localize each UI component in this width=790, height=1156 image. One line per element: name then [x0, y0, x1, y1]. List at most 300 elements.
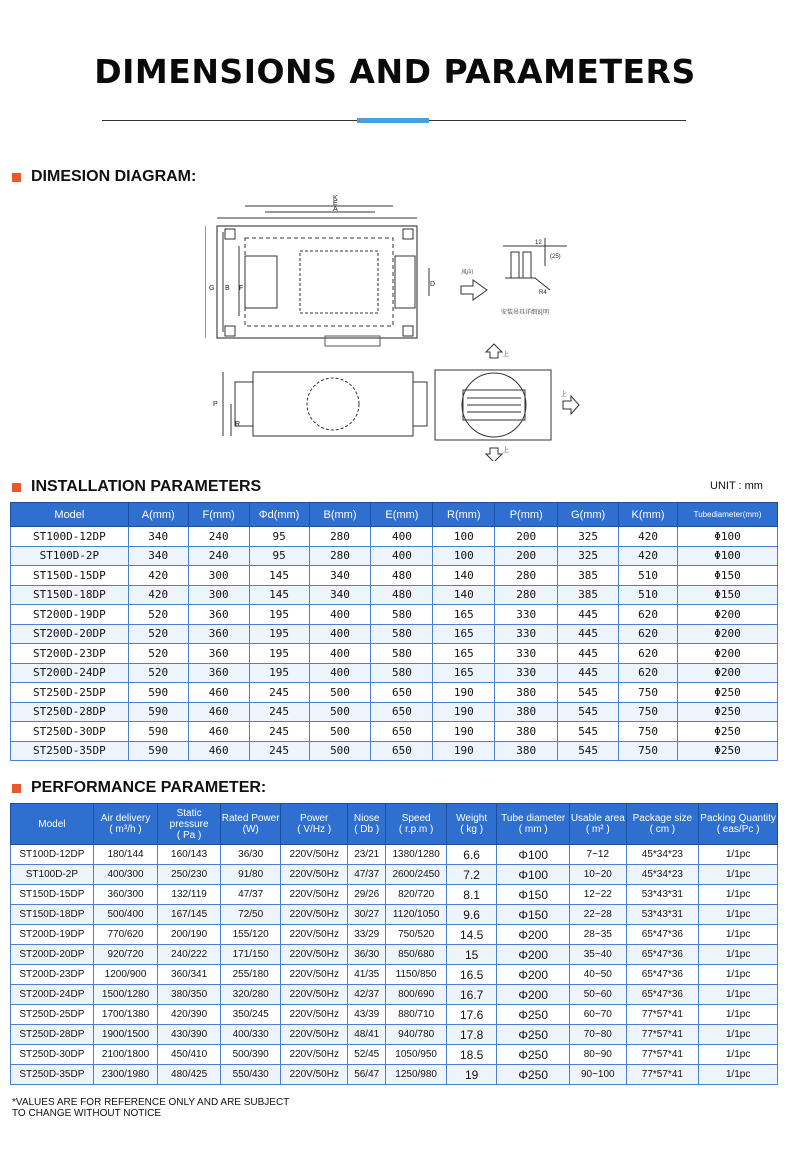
performance-row	[11, 985, 778, 1005]
performance-header-cell	[386, 804, 447, 845]
performance-cell: 77*57*41	[626, 1065, 699, 1085]
performance-cell: 40~50	[570, 965, 627, 985]
installation-cell: 480	[371, 585, 433, 605]
performance-cell: 255/180	[220, 965, 281, 985]
installation-cell: 325	[558, 546, 619, 566]
performance-cell: 800/690	[386, 985, 447, 1005]
performance-header-name: Power	[300, 813, 329, 824]
performance-cell: 91/80	[220, 865, 281, 885]
installation-cell: 195	[249, 605, 309, 625]
installation-cell: ST200D-23DP	[11, 644, 129, 664]
installation-cell: 520	[128, 644, 188, 664]
dim-label-12: 12	[535, 240, 542, 246]
installation-header-cell: K(mm)	[619, 503, 678, 527]
performance-header-cell	[446, 804, 496, 845]
installation-cell: 460	[188, 741, 249, 761]
performance-cell: 820/720	[386, 885, 447, 905]
diagram-section-heading	[12, 168, 196, 186]
installation-cell: 195	[249, 644, 309, 664]
performance-cell: 160/143	[158, 845, 221, 865]
installation-header-cell: Model	[11, 503, 129, 527]
installation-cell: 165	[433, 644, 495, 664]
performance-cell: 77*57*41	[626, 1005, 699, 1025]
performance-cell: 750/520	[386, 925, 447, 945]
installation-cell: Φ250	[678, 702, 778, 722]
installation-cell: 330	[495, 663, 558, 683]
performance-cell: 23/21	[348, 845, 386, 865]
installation-cell: 650	[371, 683, 433, 703]
performance-cell: 48/41	[348, 1025, 386, 1045]
installation-cell: 545	[558, 722, 619, 742]
performance-cell: 1120/1050	[386, 905, 447, 925]
section-bullet-icon	[12, 173, 21, 182]
installation-cell: 190	[433, 702, 495, 722]
performance-cell: ST100D-12DP	[11, 845, 94, 865]
performance-header-cell	[570, 804, 627, 845]
performance-cell: Φ200	[497, 925, 570, 945]
performance-cell: 220V/50Hz	[281, 1045, 348, 1065]
up-label-top: 上	[503, 352, 510, 358]
performance-cell: 550/430	[220, 1065, 281, 1085]
installation-cell: 580	[371, 624, 433, 644]
performance-header-name: Static pressure	[169, 807, 209, 830]
installation-cell: 580	[371, 663, 433, 683]
performance-cell: 56/47	[348, 1065, 386, 1085]
performance-cell: 220V/50Hz	[281, 1065, 348, 1085]
installation-row	[11, 566, 778, 586]
performance-cell: 450/410	[158, 1045, 221, 1065]
performance-cell: 65*47*36	[626, 965, 699, 985]
installation-cell: 420	[128, 566, 188, 586]
installation-cell: 330	[495, 644, 558, 664]
installation-cell: 360	[188, 624, 249, 644]
hanger-detail-drawing	[461, 238, 567, 316]
performance-row	[11, 965, 778, 985]
performance-cell: 220V/50Hz	[281, 985, 348, 1005]
performance-cell: 7.2	[446, 865, 496, 885]
installation-header-cell: Tubediameter(mm)	[678, 503, 778, 527]
performance-cell: ST250D-30DP	[11, 1045, 94, 1065]
performance-cell: 500/390	[220, 1045, 281, 1065]
installation-row	[11, 644, 778, 664]
dim-label-f: F	[239, 285, 244, 292]
installation-cell: Φ100	[678, 546, 778, 566]
performance-cell: ST250D-35DP	[11, 1065, 94, 1085]
performance-cell: 220V/50Hz	[281, 885, 348, 905]
installation-cell: ST100D-12DP	[11, 527, 129, 547]
performance-cell: 220V/50Hz	[281, 845, 348, 865]
performance-cell: Φ200	[497, 985, 570, 1005]
performance-cell: 400/330	[220, 1025, 281, 1045]
performance-cell: 1700/1380	[93, 1005, 158, 1025]
performance-cell: 240/222	[158, 945, 221, 965]
installation-cell: 95	[249, 527, 309, 547]
performance-cell: 60~70	[570, 1005, 627, 1025]
installation-cell: 445	[558, 605, 619, 625]
performance-cell: 12~22	[570, 885, 627, 905]
performance-header-cell	[281, 804, 348, 845]
performance-cell: 420/390	[158, 1005, 221, 1025]
installation-cell: 165	[433, 605, 495, 625]
side-view-drawing	[213, 372, 427, 436]
installation-cell: Φ150	[678, 585, 778, 605]
page-title: DIMENSIONS AND PARAMETERS	[94, 52, 696, 91]
installation-cell: 580	[371, 605, 433, 625]
performance-cell: 1/1pc	[699, 985, 778, 1005]
installation-cell: 650	[371, 722, 433, 742]
performance-cell: 10~20	[570, 865, 627, 885]
performance-cell: 1/1pc	[699, 945, 778, 965]
performance-cell: 30/27	[348, 905, 386, 925]
installation-cell: 460	[188, 722, 249, 742]
performance-row	[11, 865, 778, 885]
performance-cell: Φ250	[497, 1065, 570, 1085]
installation-header-cell: R(mm)	[433, 503, 495, 527]
installation-cell: 620	[619, 605, 678, 625]
performance-cell: 17.6	[446, 1005, 496, 1025]
installation-row	[11, 546, 778, 566]
installation-cell: Φ150	[678, 566, 778, 586]
performance-header-unit: ( eas/Pc )	[716, 824, 760, 835]
installation-cell: 240	[188, 527, 249, 547]
performance-cell: 1/1pc	[699, 865, 778, 885]
installation-cell: 400	[371, 527, 433, 547]
performance-cell: ST200D-19DP	[11, 925, 94, 945]
performance-cell: 80~90	[570, 1045, 627, 1065]
performance-cell: 180/144	[93, 845, 158, 865]
installation-cell: 340	[309, 585, 371, 605]
performance-table	[10, 803, 778, 1085]
installation-cell: 620	[619, 624, 678, 644]
installation-cell: 325	[558, 527, 619, 547]
performance-cell: 1/1pc	[699, 1065, 778, 1085]
top-view-drawing	[205, 195, 435, 346]
performance-header-unit: ( mm )	[518, 824, 548, 835]
performance-header-name: Tube diameter	[501, 813, 566, 824]
performance-cell: ST200D-24DP	[11, 985, 94, 1005]
performance-header-name: Niose	[353, 813, 380, 824]
performance-cell: 770/620	[93, 925, 158, 945]
section-bullet-icon	[12, 784, 21, 793]
performance-row	[11, 845, 778, 865]
performance-header-unit: ( m³/h )	[109, 824, 142, 835]
up-label-bottom: 上	[503, 448, 510, 454]
performance-cell: 1/1pc	[699, 925, 778, 945]
performance-cell: 35~40	[570, 945, 627, 965]
installation-cell: Φ250	[678, 722, 778, 742]
installation-cell: 380	[495, 741, 558, 761]
installation-row	[11, 624, 778, 644]
installation-cell: 545	[558, 702, 619, 722]
performance-section-heading	[12, 779, 266, 797]
performance-cell: Φ150	[497, 885, 570, 905]
performance-header-cell	[699, 804, 778, 845]
installation-cell: 520	[128, 605, 188, 625]
installation-cell: 330	[495, 605, 558, 625]
installation-cell: 750	[619, 683, 678, 703]
performance-cell: 1/1pc	[699, 1045, 778, 1065]
installation-cell: 510	[619, 566, 678, 586]
disclaimer-line-2: TO CHANGE WITHOUT NOTICE	[12, 1108, 162, 1119]
unit-label: UNIT : mm	[710, 480, 763, 492]
installation-cell: 480	[371, 566, 433, 586]
dim-label-b: B	[225, 285, 230, 292]
performance-cell: 132/119	[158, 885, 221, 905]
performance-cell: 400/300	[93, 865, 158, 885]
section-bullet-icon	[12, 483, 21, 492]
installation-cell: 545	[558, 683, 619, 703]
installation-cell: Φ200	[678, 644, 778, 664]
performance-cell: 9.6	[446, 905, 496, 925]
performance-cell: Φ250	[497, 1025, 570, 1045]
installation-cell: 590	[128, 741, 188, 761]
performance-cell: 220V/50Hz	[281, 965, 348, 985]
up-label-right: 上	[561, 392, 568, 398]
installation-cell: 340	[309, 566, 371, 586]
performance-header-cell	[158, 804, 221, 845]
installation-cell: 500	[309, 702, 371, 722]
performance-cell: 28~35	[570, 925, 627, 945]
performance-cell: 1/1pc	[699, 905, 778, 925]
installation-cell: ST200D-24DP	[11, 663, 129, 683]
installation-cell: 300	[188, 566, 249, 586]
installation-table	[10, 502, 778, 761]
performance-cell: 52/45	[348, 1045, 386, 1065]
installation-cell: 750	[619, 722, 678, 742]
performance-cell: 65*47*36	[626, 925, 699, 945]
performance-cell: 50~60	[570, 985, 627, 1005]
installation-row	[11, 605, 778, 625]
performance-cell: 220V/50Hz	[281, 1025, 348, 1045]
performance-cell: 1200/900	[93, 965, 158, 985]
performance-cell: 70~80	[570, 1025, 627, 1045]
installation-cell: 360	[188, 663, 249, 683]
installation-cell: 385	[558, 566, 619, 586]
wind-direction-label: 风向	[461, 270, 474, 276]
installation-cell: 200	[495, 546, 558, 566]
performance-cell: 1150/850	[386, 965, 447, 985]
installation-cell: 650	[371, 741, 433, 761]
performance-header-name: Package size	[632, 813, 693, 824]
installation-cell: ST150D-15DP	[11, 566, 129, 586]
installation-cell: 750	[619, 741, 678, 761]
performance-header-cell	[93, 804, 158, 845]
performance-cell: 155/120	[220, 925, 281, 945]
installation-section-heading	[12, 478, 261, 496]
installation-cell: 620	[619, 644, 678, 664]
installation-cell: 300	[188, 585, 249, 605]
performance-cell: 47/37	[220, 885, 281, 905]
installation-cell: ST250D-30DP	[11, 722, 129, 742]
performance-cell: 53*43*31	[626, 885, 699, 905]
performance-cell: 77*57*41	[626, 1025, 699, 1045]
performance-row	[11, 1045, 778, 1065]
performance-header-name: Speed	[401, 813, 431, 824]
installation-cell: 165	[433, 624, 495, 644]
installation-header-cell: A(mm)	[128, 503, 188, 527]
performance-cell: ST150D-18DP	[11, 905, 94, 925]
performance-header-unit: ( cm )	[649, 824, 676, 835]
installation-cell: 240	[188, 546, 249, 566]
installation-cell: 190	[433, 722, 495, 742]
performance-cell: 220V/50Hz	[281, 925, 348, 945]
performance-cell: 350/245	[220, 1005, 281, 1025]
performance-cell: 1900/1500	[93, 1025, 158, 1045]
installation-cell: Φ250	[678, 741, 778, 761]
installation-cell: 380	[495, 702, 558, 722]
installation-cell: 245	[249, 683, 309, 703]
performance-cell: 1500/1280	[93, 985, 158, 1005]
installation-row	[11, 585, 778, 605]
installation-cell: 245	[249, 741, 309, 761]
disclaimer-line-1: *VALUES ARE FOR REFERENCE ONLY AND ARE SUBJECT	[12, 1097, 290, 1108]
performance-row	[11, 905, 778, 925]
performance-cell: 1/1pc	[699, 965, 778, 985]
installation-cell: 280	[495, 566, 558, 586]
installation-cell: 330	[495, 624, 558, 644]
dim-label-d: D	[430, 281, 436, 288]
performance-cell: 65*47*36	[626, 945, 699, 965]
installation-cell: 420	[619, 527, 678, 547]
performance-cell: 17.8	[446, 1025, 496, 1045]
installation-cell: 650	[371, 702, 433, 722]
installation-header-cell: B(mm)	[309, 503, 371, 527]
performance-header-name: Weight	[456, 813, 488, 824]
installation-cell: 520	[128, 624, 188, 644]
performance-cell: Φ250	[497, 1005, 570, 1025]
performance-row	[11, 885, 778, 905]
installation-cell: 380	[495, 722, 558, 742]
performance-cell: 72/50	[220, 905, 281, 925]
install-note-label: 安装吊具详细说明	[501, 310, 550, 316]
performance-header-cell	[626, 804, 699, 845]
performance-cell: 1380/1280	[386, 845, 447, 865]
dimension-diagram	[205, 186, 585, 461]
installation-cell: 280	[309, 546, 371, 566]
installation-cell: Φ200	[678, 605, 778, 625]
performance-cell: 1/1pc	[699, 885, 778, 905]
dim-label-p: P	[213, 401, 218, 408]
performance-cell: 45*34*23	[626, 865, 699, 885]
installation-cell: 420	[128, 585, 188, 605]
installation-cell: 145	[249, 585, 309, 605]
installation-cell: 100	[433, 546, 495, 566]
installation-cell: ST150D-18DP	[11, 585, 129, 605]
performance-cell: 14.5	[446, 925, 496, 945]
installation-cell: 95	[249, 546, 309, 566]
performance-header-unit: ( m² )	[585, 824, 610, 835]
dim-label-r4: R4	[539, 290, 547, 296]
installation-cell: 385	[558, 585, 619, 605]
performance-header-unit: ( kg )	[460, 824, 484, 835]
performance-cell: 16.7	[446, 985, 496, 1005]
installation-cell: Φ100	[678, 527, 778, 547]
performance-cell: ST250D-25DP	[11, 1005, 94, 1025]
installation-cell: 360	[188, 644, 249, 664]
installation-cell: 500	[309, 741, 371, 761]
performance-cell: 171/150	[220, 945, 281, 965]
performance-header-name: Air delivery	[100, 813, 151, 824]
installation-cell: 245	[249, 702, 309, 722]
installation-cell: 360	[188, 605, 249, 625]
installation-section-title: INSTALLATION PARAMETERS	[31, 478, 262, 495]
installation-header-cell: F(mm)	[188, 503, 249, 527]
installation-cell: ST100D-2P	[11, 546, 129, 566]
installation-cell: 190	[433, 683, 495, 703]
installation-header-cell: G(mm)	[558, 503, 619, 527]
performance-header-name: Usable area	[570, 813, 625, 824]
installation-cell: ST200D-19DP	[11, 605, 129, 625]
dim-label-e: E	[333, 200, 338, 207]
performance-cell: 15	[446, 945, 496, 965]
installation-cell: 500	[309, 683, 371, 703]
installation-cell: 190	[433, 741, 495, 761]
installation-cell: Φ250	[678, 683, 778, 703]
performance-header-name: Packing Quantity	[700, 813, 776, 824]
performance-cell: 16.5	[446, 965, 496, 985]
performance-cell: 33/29	[348, 925, 386, 945]
performance-cell: ST100D-2P	[11, 865, 94, 885]
installation-cell: 200	[495, 527, 558, 547]
dim-label-g: G	[209, 285, 215, 292]
installation-cell: ST200D-20DP	[11, 624, 129, 644]
performance-cell: 29/26	[348, 885, 386, 905]
performance-cell: Φ200	[497, 965, 570, 985]
performance-cell: 380/350	[158, 985, 221, 1005]
performance-cell: 45*34*23	[626, 845, 699, 865]
installation-cell: 445	[558, 624, 619, 644]
performance-header-unit: ( Pa )	[176, 829, 202, 841]
performance-cell: 90~100	[570, 1065, 627, 1085]
performance-cell: 7~12	[570, 845, 627, 865]
performance-row	[11, 1005, 778, 1025]
installation-cell: 140	[433, 566, 495, 586]
disclaimer-note	[12, 1097, 332, 1119]
performance-cell: 200/190	[158, 925, 221, 945]
performance-cell: 500/400	[93, 905, 158, 925]
performance-cell: 19	[446, 1065, 496, 1085]
installation-row	[11, 663, 778, 683]
installation-cell: 580	[371, 644, 433, 664]
performance-header-cell	[11, 804, 94, 845]
installation-cell: 400	[309, 624, 371, 644]
performance-cell: 42/37	[348, 985, 386, 1005]
performance-row	[11, 1065, 778, 1085]
dim-label-k: K	[333, 195, 338, 202]
performance-cell: ST250D-28DP	[11, 1025, 94, 1045]
installation-cell: Φ200	[678, 624, 778, 644]
installation-cell: 545	[558, 741, 619, 761]
performance-cell: 41/35	[348, 965, 386, 985]
front-view-drawing	[435, 344, 579, 461]
performance-cell: 1/1pc	[699, 1005, 778, 1025]
installation-row	[11, 527, 778, 547]
installation-cell: Φ200	[678, 663, 778, 683]
performance-cell: 2100/1800	[93, 1045, 158, 1065]
installation-cell: ST250D-25DP	[11, 683, 129, 703]
dim-label-r: R	[235, 421, 241, 428]
performance-header-cell	[497, 804, 570, 845]
performance-cell: ST200D-23DP	[11, 965, 94, 985]
performance-cell: Φ150	[497, 905, 570, 925]
installation-cell: 500	[309, 722, 371, 742]
installation-cell: 590	[128, 702, 188, 722]
installation-header-cell: P(mm)	[495, 503, 558, 527]
performance-cell: 36/30	[348, 945, 386, 965]
installation-cell: 400	[309, 663, 371, 683]
installation-cell: 140	[433, 585, 495, 605]
performance-row	[11, 925, 778, 945]
